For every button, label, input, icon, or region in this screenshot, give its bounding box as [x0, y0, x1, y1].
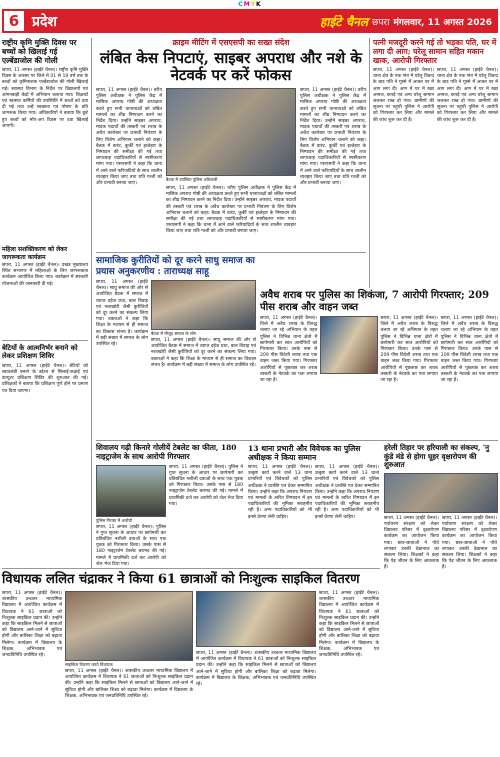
headline: राष्ट्रीय कृमि मुक्ति दिवस पर बच्चों को खिलाई गई एल्बेंडाजोल की गोली — [2, 38, 77, 65]
article-body: छपरा, 11 अगस्त (हाईटे चैनल)। जिले में अवैध शराब के विरुद्ध चलाए जा रहे अभियान के तहत पुलिस ने विभिन्न थाना क्षेत्रों में छापेमारी कर सात आरोपियों को गिरफ्तार किया। उनके पास से 209 पीस विदेशी शराब तथा एक वाहन जब्त किया गया। गिरफ्तार आरोपियों से पूछताछ कर शराब तस्करी के नेटवर्क का पता लगाया जा रहा है। — [260, 316, 318, 384]
sharab-photo — [320, 316, 377, 374]
article-betiyan — [2, 344, 88, 566]
cmyk-registration-marks — [0, 1, 500, 8]
issue-date: मंगलवार, 11 अगस्त 2026 — [393, 17, 492, 28]
article-body: छपरा, 11 अगस्त (हाईटे चैनल)। राष्ट्रीय कृमि मुक्ति दिवस के अवसर पर जिले में 01 से 19 वर्ष तक के बच्चों को कृमिनाशक एल्बेंडाजोल की गोली खिलाई गई। स्वास्थ्य विभाग के निर्देश पर विद्यालयों एवं आंगनबाड़ी केंद्रों में अभियान चलाया गया। शिक्षकों एवं स्वास्थ्य कर्मियों की उपस्थिति में बच्चों को दवा दी गई तथा उन्हें स्वच्छता एवं पोषण के प्रति जागरूक किया गया। अधिकारियों ने बताया कि छूटे हुए बच्चों को मॉप-अप दिवस पर दवा खिलाई जाएगी। — [2, 68, 88, 129]
headline: 13 थाना प्रभारी और विवेचक का पुलिस अधीक्षक ने किया सम्मान — [248, 444, 361, 462]
article-body-continued: छपरा, 11 अगस्त (हाईटे चैनल)। थाना क्षेत्र के एक गांव में घरेलू विवाद के बाद पति ने गुस्से में आकर घर में आग लगा दी। आग में घर में रखा अनाज, कपड़े एवं अन्य घरेलू सामान जलकर राख हो गया। ग्रामीणों की सूचना पर पहुंची पुलिस ने आरोपी को गिरफ्तार कर लिया और मामले की जांच शुरू कर दी है। — [437, 68, 498, 123]
article-body-continued: छपरा, 11 अगस्त (हाईटे चैनल)। जिले में अवैध शराब के विरुद्ध चलाए जा रहे अभियान के तहत पुलिस ने विभिन्न थाना क्षेत्रों में छापेमारी कर सात आरोपियों को गिरफ्तार किया। उनके पास से 209 पीस विदेशी शराब तथा एक वाहन जब्त किया गया। गिरफ्तार आरोपियों से पूछताछ कर शराब तस्करी के नेटवर्क का पता लगाया जा रहा है। — [380, 316, 438, 384]
photo-caption: बैठक में उपस्थित पुलिस अधिकारी — [166, 177, 296, 182]
cycle-photo-2 — [196, 591, 316, 647]
sub-article-body: छपरा, 11 अगस्त (हाईटे चैनल)। प्रखंड मुख्यालय स्थित सभागार में महिलाओं के लिए जागरूकता कार्यक्रम आयोजित किया गया। कार्यक्रम में सरकारी योजनाओं की जानकारी दी गई। — [2, 263, 88, 287]
divider — [2, 340, 88, 341]
article-body-right: छपरा, 11 अगस्त (हाईटे चैनल)। वरीय पुलिस अधीक्षक ने पुलिस केंद्र में मासिक अपराध गोष्ठी की अध्यक्षता करते हुए सभी थानाध्यक्षों को लंबित मामलों का शीघ्र निष्पादन करने का निर्देश दिया। उन्होंने साइबर अपराध, मादक पदार्थों की तस्करी एवं शराब के अवैध कारोबार पर प्रभावी नियंत्रण के लिए विशेष अभियान चलाने को कहा। बैठक में वारंट, कुर्की एवं इश्तेहार के निष्पादन की समीक्षा की गई तथा लापरवाह पदाधिकारियों से स्पष्टीकरण मांगा गया। एसएसपी ने कहा कि थाना में आने वाले फरियादियों के साथ शालीन व्यवहार किया जाए तथा रात्रि गश्ती को और प्रभावी बनाया जाए। — [300, 88, 366, 187]
divider — [96, 252, 366, 253]
article-kriminashak — [2, 38, 88, 338]
cycle-photo — [65, 591, 193, 661]
article-body-continued: छपरा, 11 अगस्त (हाईटे चैनल)। शासकीय उच्चतर माध्यमिक विद्यालय में आयोजित कार्यक्रम में विधायक ने 61 छात्राओं को निःशुल्क साइकिल प्रदान की। उन्होंने कहा कि साइकिल मिलने से छात्राओं को विद्यालय आने-जाने में सुविधा होगी और बालिका शिक्षा को बढ़ावा मिलेगा। कार्यक्रम में विद्यालय के शिक्षक, अभिभावक एवं जनप्रतिनिधि उपस्थित रहे। — [65, 669, 193, 699]
plantation-photo — [384, 473, 498, 513]
article-body-continued: छपरा, 11 अगस्त (हाईटे चैनल)। पुलिस ने गुप्त सूचना के आधार पर छापेमारी कर प्रतिबंधित नशीली दवाओं के साथ एक युवक को गिरफ्तार किया। उसके पास से 180 नाइट्राजेम टेबलेट बरामद की गई। मामले में प्राथमिकी दर्ज कर आरोपी को जेल भेज दिया गया। — [169, 464, 243, 507]
kicker: क्राइम मीटिंग में एसएसपी का सख्त संदेश — [172, 38, 290, 47]
photo-caption: बैठक में मौजूद समाज के लोग — [151, 331, 256, 336]
photo-caption: साइकिल वितरण करते विधायक — [65, 662, 193, 667]
headline: बेटियों के आत्मनिर्भर बनाने को लेकर प्रशिक्षण शिविर — [2, 344, 78, 361]
article-hariyali — [384, 444, 498, 734]
section-title: प्रदेश — [32, 13, 57, 30]
headline: विधायक ललित चंद्राकर ने किया 61 छात्राओं को निःशुल्क साइकिल वितरण — [2, 572, 360, 587]
article-body: छपरा, 11 अगस्त (हाईटे चैनल)। थाना क्षेत्र के एक गांव में घरेलू विवाद के बाद पति ने गुस्से में आकर घर में आग लगा दी। आग में घर में रखा अनाज, कपड़े एवं अन्य घरेलू सामान जलकर राख हो गया। ग्रामीणों की सूचना पर पहुंची पुलिस ने आरोपी को गिरफ्तार कर लिया और मामले की जांच शुरू कर दी है। — [373, 68, 434, 123]
page-header — [2, 9, 498, 33]
headline: पत्नी मजदूरी करने गई तो भड़का पति, घर में लगा दी आग; घरेलू सामान सहित मकान खाक, आरोपी गिरफ्तार — [373, 38, 497, 65]
article-body-far-right: छपरा, 11 अगस्त (हाईटे चैनल)। शासकीय उच्चतर माध्यमिक विद्यालय में आयोजित कार्यक्रम में विधायक ने 61 छात्राओं को निःशुल्क साइकिल प्रदान की। उन्होंने कहा कि साइकिल मिलने से छात्राओं को विद्यालय आने-जाने में सुविधा होगी और बालिका शिक्षा को बढ़ावा मिलेगा। कार्यक्रम में विद्यालय के शिक्षक, अभिभावक एवं जनप्रतिनिधि उपस्थित रहे। — [319, 591, 379, 659]
headline: लंबित केस निपटाएं, साइबर अपराध और नशे के नेटवर्क पर करें फोकस — [100, 49, 362, 84]
article-body-right: छपरा, 11 अगस्त (हाईटे चैनल)। शासकीय उच्चतर माध्यमिक विद्यालय में आयोजित कार्यक्रम में विधायक ने 61 छात्राओं को निःशुल्क साइकिल प्रदान की। उन्होंने कहा कि साइकिल मिलने से छात्राओं को विद्यालय आने-जाने में सुविधा होगी और बालिका शिक्षा को बढ़ावा मिलेगा। कार्यक्रम में विद्यालय के शिक्षक, अभिभावक एवं जनप्रतिनिधि उपस्थित रहे। — [196, 651, 316, 688]
meeting-photo — [166, 88, 296, 176]
article-body: छपरा, 11 अगस्त (हाईटे चैनल)। वरीय पुलिस अधीक्षक ने पुलिस केंद्र में मासिक अपराध गोष्ठी की अध्यक्षता करते हुए सभी थानाध्यक्षों को लंबित मामलों का शीघ्र निष्पादन करने का निर्देश दिया। उन्होंने साइबर अपराध, मादक पदार्थों की तस्करी एवं शराब के अवैध कारोबार पर प्रभावी नियंत्रण के लिए विशेष अभियान चलाने को कहा। बैठक में वारंट, कुर्की एवं इश्तेहार के निष्पादन की समीक्षा की गई तथा लापरवाह पदाधिकारियों से स्पष्टीकरण मांगा गया। एसएसपी ने कहा कि थाना में आने वाले फरियादियों के साथ शालीन व्यवहार किया जाए तथा रात्रि गश्ती को और प्रभावी बनाया जाए। — [96, 88, 162, 187]
article-body: छपरा, 11 अगस्त (हाईटे चैनल)। उत्कृष्ट कार्य करने वाले 13 थाना प्रभारियों एवं विवेचकों को पुलिस अधीक्षक ने प्रशस्ति पत्र देकर सम्मानित किया। उन्होंने कहा कि अपराध नियंत्रण एवं मामलों के त्वरित निष्पादन में इन पदाधिकारियों की भूमिका सराहनीय रही है। अन्य पदाधिकारियों को भी इनसे प्रेरणा लेनी चाहिए। — [248, 465, 312, 520]
headline: सामाजिक कुरीतियों को दूर करने साधु समाज का प्रयास अनुकरणीय : ताराध्यक्ष साहू — [96, 256, 255, 277]
article-sharab — [260, 290, 498, 438]
divider — [96, 440, 498, 441]
article-body: छपरा, 11 अगस्त (हाईटे चैनल)। पुलिस ने गुप्त सूचना के आधार पर छापेमारी कर प्रतिबंधित नशीली दवाओं के साथ एक युवक को गिरफ्तार किया। उसके पास से 180 नाइट्राजेम टेबलेट बरामद की गई। मामले में प्राथमिकी दर्ज कर आरोपी को जेल भेज दिया गया। — [96, 524, 166, 567]
article-body-continued: छपरा, 11 अगस्त (हाईटे चैनल)। उत्कृष्ट कार्य करने वाले 13 थाना प्रभारियों एवं विवेचकों को पुलिस अधीक्षक ने प्रशस्ति पत्र देकर सम्मानित किया। उन्होंने कहा कि अपराध नियंत्रण एवं मामलों के त्वरित निष्पादन में इन पदाधिकारियों की भूमिका सराहनीय रही है। अन्य पदाधिकारियों को भी इनसे प्रेरणा लेनी चाहिए। — [315, 465, 379, 520]
headline: हरेली तिहार पर हरियाली का संकल्प, 'नु कुंडे मंडे से होगा घूहर वृक्षारोपण की शुरुआत — [384, 443, 490, 470]
article-crime-meeting — [96, 38, 366, 248]
article-vidhayak-cycle — [2, 572, 380, 752]
photo-caption: पुलिस गिरफ्त में आरोपी — [96, 518, 166, 523]
column-divider — [369, 38, 370, 288]
article-body-continued: छपरा, 11 अगस्त (हाईटे चैनल)। वरीय पुलिस अधीक्षक ने पुलिस केंद्र में मासिक अपराध गोष्ठी की अध्यक्षता करते हुए सभी थानाध्यक्षों को लंबित मामलों का शीघ्र निष्पादन करने का निर्देश दिया। उन्होंने साइबर अपराध, मादक पदार्थों की तस्करी एवं शराब के अवैध कारोबार पर प्रभावी नियंत्रण के लिए विशेष अभियान चलाने को कहा। बैठक में वारंट, कुर्की एवं इश्तेहार के निष्पादन की समीक्षा की गई तथा लापरवाह पदाधिकारियों से स्पष्टीकरण मांगा गया। एसएसपी ने कहा कि थाना में आने वाले फरियादियों के साथ शालीन व्यवहार किया जाए तथा रात्रि गश्ती को और प्रभावी बनाया जाए। — [166, 186, 296, 235]
cmyk-m: M — [243, 1, 251, 8]
column-divider — [91, 38, 92, 568]
article-body: छपरा, 11 अगस्त (हाईटे चैनल)। पर्यावरण संरक्षण को लेकर विद्यालय परिसर में वृक्षारोपण कार्यक्रम का आयोजन किया गया। छात्र-छात्राओं ने पौधे लगाकर उनकी देखभाल का संकल्प लिया। शिक्षकों ने कहा कि पेड़ जीवन के लिए आवश्यक हैं। — [384, 515, 439, 571]
city-name: छपरा — [372, 17, 390, 28]
headline: शिवालय गढ़ी किनारे गोलीयें टेबलेट का फीता, 180 नाइट्राजेम के साथ आरोपी गिरफ्तार — [96, 443, 237, 461]
sub-headline: महिला सशक्तिकरण को लेकर जागरूकता कार्यक्रम — [2, 246, 68, 261]
headline: अवैध शराब पर पुलिस का शिकंजा, 7 आरोपी गिरफ्तार; 209 पीस शराब और वाहन जब्त — [260, 290, 490, 313]
article-body-continued: छपरा, 11 अगस्त (हाईटे चैनल)। पर्यावरण संरक्षण को लेकर विद्यालय परिसर में वृक्षारोपण कार्यक्रम का आयोजन किया गया। छात्र-छात्राओं ने पौधे लगाकर उनकी देखभाल का संकल्प लिया। शिक्षकों ने कहा कि पेड़ जीवन के लिए आवश्यक हैं। — [442, 515, 497, 571]
cmyk-y: Y — [250, 1, 257, 8]
brand-name: हाईटे चैनल — [320, 14, 369, 29]
cmyk-k: K — [256, 1, 262, 8]
article-thana-samman — [248, 444, 380, 566]
article-body: छपरा, 11 अगस्त (हाईटे चैनल)। साधु समाज की ओर से आयोजित बैठक में समाज में व्याप्त दहेज प्रथा, बाल विवाह एवं नशाखोरी जैसी कुरीतियों को दूर करने का संकल्प लिया गया। वक्ताओं ने कहा कि शिक्षा के माध्यम से ही समाज का विकास संभव है। कार्यक्रम में बड़ी संख्या में समाज के लोग उपस्थित रहे। — [96, 280, 148, 348]
article-samajik — [96, 256, 256, 436]
article-body: छपरा, 11 अगस्त (हाईटे चैनल)। बेटियों को स्वावलंबी बनाने के उद्देश्य से सिलाई-कढ़ाई एवं कंप्यूटर प्रशिक्षण शिविर की शुरुआत की गई। प्रशिक्षकों ने बताया कि प्रशिक्षण पूर्ण होने पर प्रमाण पत्र दिया जाएगा। — [2, 363, 88, 394]
article-body-continued: छपरा, 11 अगस्त (हाईटे चैनल)। साधु समाज की ओर से आयोजित बैठक में समाज में व्याप्त दहेज प्रथा, बाल विवाह एवं नशाखोरी जैसी कुरीतियों को दूर करने का संकल्प लिया गया। वक्ताओं ने कहा कि शिक्षा के माध्यम से ही समाज का विकास संभव है। कार्यक्रम में बड़ी संख्या में समाज के लोग उपस्थित रहे। — [151, 338, 256, 368]
page-number: 6 — [2, 9, 26, 33]
article-body-right: छपरा, 11 अगस्त (हाईटे चैनल)। जिले में अवैध शराब के विरुद्ध चलाए जा रहे अभियान के तहत पुलिस ने विभिन्न थाना क्षेत्रों में छापेमारी कर सात आरोपियों को गिरफ्तार किया। उनके पास से 209 पीस विदेशी शराब तथा एक वाहन जब्त किया गया। गिरफ्तार आरोपियों से पूछताछ कर शराब तस्करी के नेटवर्क का पता लगाया जा रहा है। — [440, 316, 499, 384]
accused-photo — [96, 465, 166, 517]
article-shivalay — [96, 444, 244, 566]
divider — [2, 568, 380, 569]
article-body: छपरा, 11 अगस्त (हाईटे चैनल)। शासकीय उच्चतर माध्यमिक विद्यालय में आयोजित कार्यक्रम में विधायक ने 61 छात्राओं को निःशुल्क साइकिल प्रदान की। उन्होंने कहा कि साइकिल मिलने से छात्राओं को विद्यालय आने-जाने में सुविधा होगी और बालिका शिक्षा को बढ़ावा मिलेगा। कार्यक्रम में विद्यालय के शिक्षक, अभिभावक एवं जनप्रतिनिधि उपस्थित रहे। — [2, 591, 62, 659]
cmyk-c: C — [238, 1, 244, 8]
article-pati-aag — [373, 38, 498, 288]
samaj-photo — [151, 280, 256, 330]
